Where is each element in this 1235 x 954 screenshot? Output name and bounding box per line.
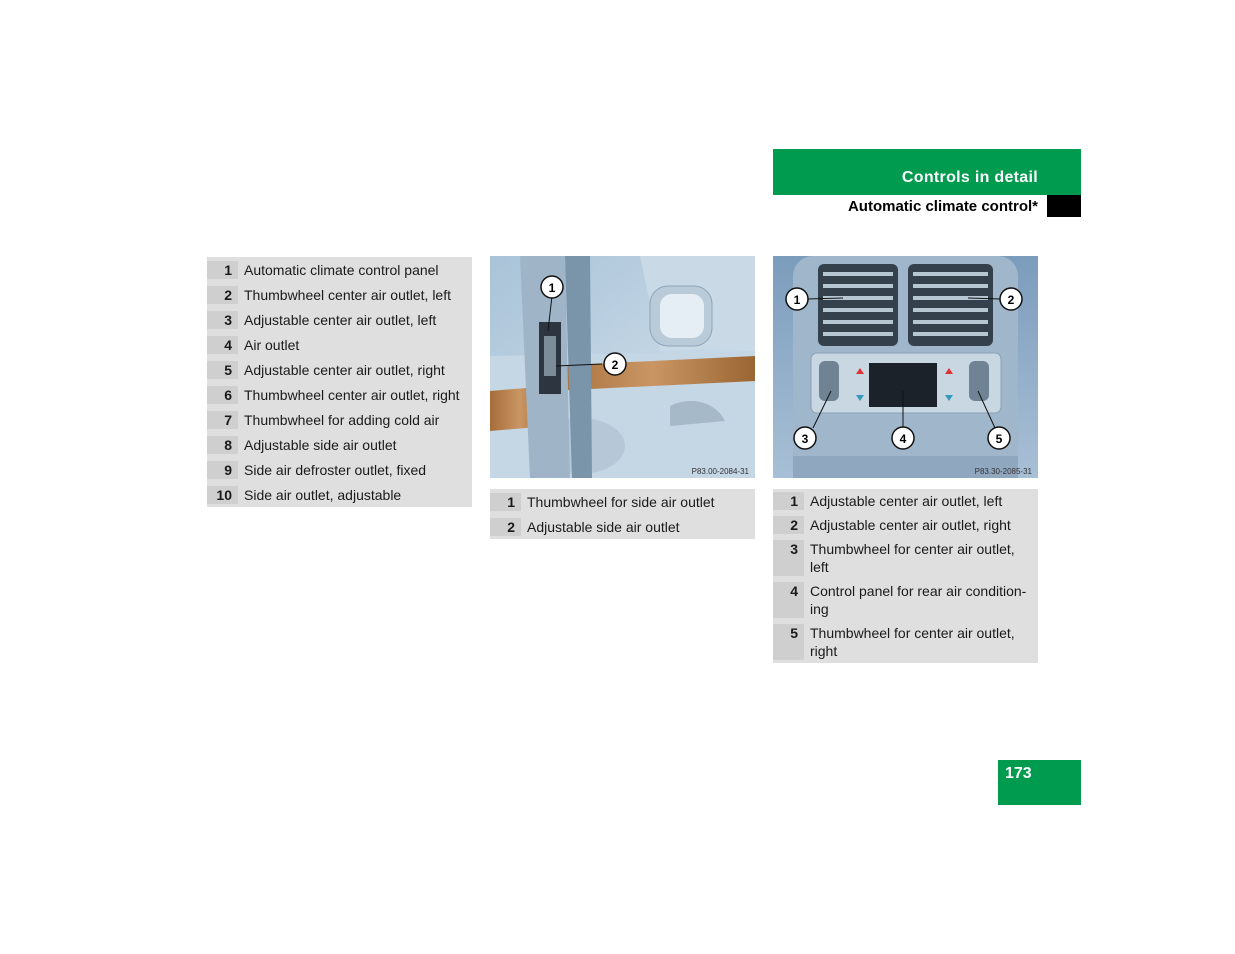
legend-row — [207, 457, 472, 482]
legend-text: Adjustable center air outlet, left — [810, 493, 1003, 509]
legend-text: Thumbwheel center air outlet, right — [244, 386, 460, 403]
page-number-box — [998, 760, 1081, 805]
subsection-marker — [1047, 195, 1081, 217]
legend-text: Adjustable side air outlet — [244, 436, 397, 453]
legend-text: Control panel for rear air condition-ing — [810, 583, 1027, 617]
legend-number: 9 — [207, 461, 238, 479]
section-header — [773, 149, 1081, 195]
legend-number: 7 — [207, 411, 238, 429]
legend-row — [207, 407, 472, 432]
legend-number: 4 — [773, 582, 804, 618]
legend-number: 1 — [490, 493, 521, 511]
callout-4: 4 — [899, 432, 907, 446]
section-title: Controls in detail — [901, 169, 1038, 186]
legend-row — [207, 332, 472, 357]
legend-rear — [773, 489, 1038, 663]
legend-side — [490, 489, 755, 539]
legend-number: 3 — [207, 311, 238, 329]
legend-number: 10 — [207, 486, 238, 504]
legend-row — [207, 432, 472, 457]
legend-row — [773, 513, 1038, 537]
legend-row — [490, 489, 755, 514]
legend-row — [207, 282, 472, 307]
legend-text: Automatic climate control panel — [244, 261, 439, 278]
callout-5: 5 — [995, 432, 1003, 446]
legend-number: 2 — [490, 518, 521, 536]
photo-code: P83.00-2084-31 — [691, 467, 749, 476]
legend-text: Thumbwheel center air outlet, left — [244, 286, 451, 303]
page-number: 173 — [1005, 765, 1032, 782]
legend-row — [207, 382, 472, 407]
legend-number: 3 — [773, 540, 804, 576]
rear-console-illustration — [773, 256, 1038, 478]
legend-text: Air outlet — [244, 336, 300, 353]
legend-text: Side air defroster outlet, fixed — [244, 461, 427, 478]
legend-number: 8 — [207, 436, 238, 454]
legend-number: 5 — [773, 624, 804, 660]
callout-1: 1 — [793, 293, 801, 307]
legend-text: Thumbwheel for center air outlet, left — [810, 541, 1015, 575]
legend-number: 4 — [207, 336, 238, 354]
legend-row — [207, 307, 472, 332]
legend-text: Thumbwheel for center air outlet, right — [810, 625, 1015, 659]
rear-console-photo — [773, 256, 1038, 478]
legend-main — [207, 257, 472, 507]
photo-code: P83.30-2085-31 — [974, 467, 1032, 476]
legend-number: 2 — [207, 286, 238, 304]
legend-text: Side air outlet, adjustable — [244, 486, 402, 503]
legend-text: Adjustable center air outlet, right — [810, 517, 1011, 533]
legend-number: 1 — [773, 492, 804, 510]
legend-text: Adjustable center air outlet, right — [244, 361, 445, 378]
legend-row — [207, 482, 472, 507]
legend-text: Thumbwheel for adding cold air — [244, 411, 440, 428]
legend-row — [207, 357, 472, 382]
side-outlet-illustration — [490, 256, 755, 478]
callout-2: 2 — [611, 358, 619, 372]
legend-row — [773, 579, 1038, 621]
legend-row — [773, 489, 1038, 513]
legend-row — [207, 257, 472, 282]
legend-text: Adjustable side air outlet — [527, 518, 680, 535]
legend-row — [490, 514, 755, 539]
legend-number: 1 — [207, 261, 238, 279]
legend-number: 2 — [773, 516, 804, 534]
callout-1: 1 — [548, 281, 556, 295]
legend-row — [773, 537, 1038, 579]
callout-3: 3 — [801, 432, 809, 446]
legend-number: 5 — [207, 361, 238, 379]
legend-text: Thumbwheel for side air outlet — [527, 493, 715, 510]
legend-number: 6 — [207, 386, 238, 404]
legend-text: Adjustable center air outlet, left — [244, 311, 437, 328]
side-outlet-photo — [490, 256, 755, 478]
callout-2: 2 — [1007, 293, 1015, 307]
legend-row — [773, 621, 1038, 663]
subsection-title: Automatic climate control* — [847, 198, 1038, 215]
